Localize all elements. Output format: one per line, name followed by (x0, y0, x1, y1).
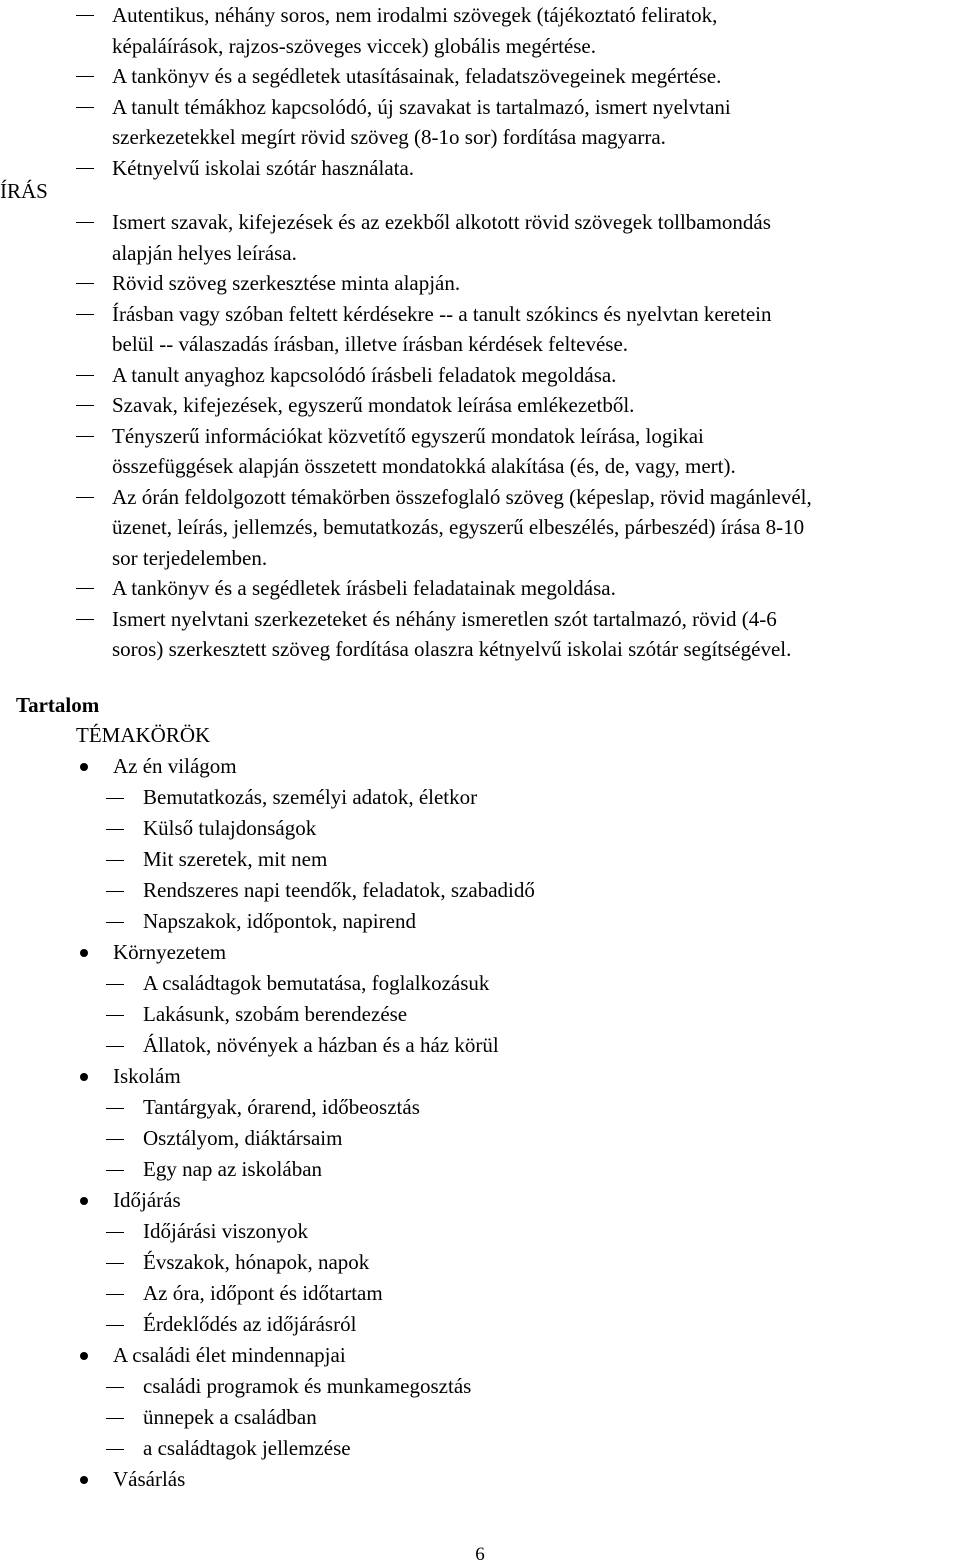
subtopic-item (106, 813, 936, 844)
round-bullet-icon (80, 1073, 88, 1081)
subtopic-list (76, 1216, 936, 1340)
topic (76, 1340, 936, 1464)
item-text-line: Ismert szavak, kifejezések és az ezekből alkotott rövid szövegek tollbamondás (112, 210, 771, 234)
item-text-line: Autentikus, néhány soros, nem irodalmi szövegek (tájékoztató feliratok, (112, 3, 718, 27)
dash-bullet-icon (76, 222, 94, 223)
dash-bullet-icon (106, 984, 124, 985)
topic-head (76, 937, 936, 968)
subtopic-list (76, 782, 936, 937)
topic-title: Iskolám (113, 1064, 181, 1088)
subtopic-text: Tantárgyak, órarend, időbeosztás (143, 1095, 420, 1119)
dash-bullet-icon (76, 15, 94, 16)
item-text-line: Ismert nyelvtani szerkezeteket és néhány ismeretlen szót tartalmazó, rövid (4-6 (112, 606, 777, 631)
topic-title: A családi élet mindennapjai (113, 1343, 346, 1367)
topic-title: Környezetem (113, 940, 227, 964)
dash-bullet-icon (106, 1170, 124, 1171)
topic-head (76, 1061, 936, 1092)
dash-bullet-icon (76, 497, 94, 498)
subtopic-item (106, 1092, 936, 1123)
subtopic-text: Időjárási viszonyok (143, 1219, 309, 1243)
dash-bullet-icon (106, 829, 124, 830)
writing-skill-item (76, 390, 956, 421)
topic (76, 1061, 936, 1185)
subtopic-item (106, 1123, 936, 1154)
subtopic-item (106, 875, 936, 906)
topic-title: Vásárlás (113, 1467, 186, 1491)
topic-head (76, 1464, 936, 1495)
subtopic-text: Az óra, időpont és időtartam (143, 1281, 383, 1305)
subtopic-item (106, 999, 936, 1030)
writing-skill-item (76, 61, 956, 92)
subtopic-item (106, 1247, 936, 1278)
topic-head (76, 751, 936, 782)
subtopic-list (76, 968, 936, 1061)
topic-title: Időjárás (113, 1188, 181, 1212)
subtopic-item (106, 844, 936, 875)
subtopic-text: Mit szeretek, mit nem (143, 847, 328, 871)
dash-bullet-icon (106, 1232, 124, 1233)
dash-bullet-icon (76, 405, 94, 406)
topic-head (76, 1185, 936, 1216)
dash-bullet-icon (106, 1139, 124, 1140)
dash-bullet-icon (106, 1294, 124, 1295)
subtopic-text: Napszakok, időpontok, napirend (143, 909, 416, 933)
writing-skill-item (76, 0, 956, 61)
subtopic-text: Külső tulajdonságok (143, 816, 317, 840)
subtopic-text: Évszakok, hónapok, napok (143, 1250, 370, 1274)
subtopic-item (106, 1154, 936, 1185)
item-text-line: belül -- válaszadás írásban, illetve írásban kérdések feltevése. (112, 332, 629, 356)
topic (76, 1464, 936, 1495)
item-text-line: Szavak, kifejezések, egyszerű mondatok leírása emlékezetből. (112, 393, 635, 417)
dash-bullet-icon (76, 436, 94, 437)
page-number: 6 (475, 1544, 485, 1565)
dash-bullet-icon (106, 1449, 124, 1450)
subtopic-text: A családtagok bemutatása, foglalkozásuk (143, 971, 490, 995)
writing-skill-item (76, 604, 956, 665)
subtopic-item (106, 1278, 936, 1309)
subtopic-item (106, 1433, 936, 1464)
subtopic-text: Érdeklődés az időjárásról (143, 1312, 357, 1336)
section-label-iras: ÍRÁS (0, 179, 48, 203)
dash-bullet-icon (76, 375, 94, 376)
subtopic-item (106, 1216, 936, 1247)
subtopic-item (106, 1309, 936, 1340)
content-heading: Tartalom (16, 693, 100, 717)
subtopic-text: Rendszeres napi teendők, feladatok, szabadidő (143, 878, 535, 902)
subtopic-item (106, 1371, 936, 1402)
dash-bullet-icon (106, 1387, 124, 1388)
subtopic-text: Bemutatkozás, személyi adatok, életkor (143, 785, 478, 809)
item-text-line: A tankönyv és a segédletek utasításainak, feladatszövegeinek megértése. (112, 64, 722, 88)
writing-skill-item (76, 573, 956, 604)
subtopic-list (76, 1371, 936, 1464)
dash-bullet-icon (106, 891, 124, 892)
topics-heading: TÉMAKÖRÖK (76, 723, 211, 747)
writing-skill-item (76, 92, 956, 153)
item-text-line: Az órán feldolgozott témakörben összefoglaló szöveg (képeslap, rövid magánlevél, (112, 484, 812, 509)
writing-skill-item (76, 421, 956, 482)
dash-bullet-icon (106, 1015, 124, 1016)
subtopic-item (106, 906, 936, 937)
topic-head (76, 1340, 936, 1371)
item-text-line: Rövid szöveg szerkesztése minta alapján. (112, 271, 461, 295)
subtopic-item (106, 968, 936, 999)
round-bullet-icon (80, 1476, 88, 1484)
item-text-line: képaláírások, rajzos-szöveges viccek) globális megértése. (112, 33, 596, 58)
subtopic-text: családi programok és munkamegosztás (143, 1374, 472, 1398)
writing-skill-item (76, 299, 956, 360)
dash-bullet-icon (106, 860, 124, 861)
subtopic-text: ünnepek a családban (143, 1405, 317, 1429)
writing-skill-item (76, 153, 956, 184)
dash-bullet-icon (106, 1325, 124, 1326)
dash-bullet-icon (106, 1046, 124, 1047)
dash-bullet-icon (76, 107, 94, 108)
subtopic-text: Állatok, növények a házban és a ház körül (143, 1033, 499, 1057)
item-text-line: A tanult anyaghoz kapcsolódó írásbeli feladatok megoldása. (112, 362, 617, 387)
writing-skills-list (76, 0, 956, 665)
item-text-line: üzenet, leírás, jellemzés, bemutatkozás, egyszerű elbeszélés, párbeszéd) írása 8-10 (112, 515, 805, 539)
subtopic-text: Osztályom, diáktársaim (143, 1126, 343, 1150)
item-text-line: alapján helyes leírása. (112, 240, 297, 265)
subtopic-text: Lakásunk, szobám berendezése (143, 1002, 408, 1026)
dash-bullet-icon (76, 314, 94, 315)
round-bullet-icon (80, 1197, 88, 1205)
item-text-line: A tanult témákhoz kapcsolódó, új szavakat is tartalmazó, ismert nyelvtani (112, 94, 731, 119)
item-text-line: sor terjedelemben. (112, 545, 268, 570)
subtopic-item (106, 782, 936, 813)
topic-title: Az én világom (113, 754, 237, 778)
topic (76, 751, 936, 937)
topic (76, 1185, 936, 1340)
dash-bullet-icon (106, 1263, 124, 1264)
dash-bullet-icon (76, 76, 94, 77)
subtopic-item (106, 1030, 936, 1061)
dash-bullet-icon (76, 619, 94, 620)
writing-skill-item (76, 268, 956, 299)
subtopic-item (106, 1402, 936, 1433)
writing-skill-item (76, 482, 956, 574)
dash-bullet-icon (106, 798, 124, 799)
round-bullet-icon (80, 1352, 88, 1360)
dash-bullet-icon (76, 283, 94, 284)
subtopic-text: Egy nap az iskolában (143, 1157, 323, 1181)
item-text-line: összefüggések alapján összetett mondatokká alakítása (és, de, vagy, mert). (112, 454, 736, 478)
dash-bullet-icon (76, 168, 94, 169)
topic (76, 937, 936, 1061)
item-text-line: A tankönyv és a segédletek írásbeli feladatainak megoldása. (112, 576, 616, 600)
item-text-line: Kétnyelvű iskolai szótár használata. (112, 155, 415, 180)
writing-skill-item (76, 207, 956, 268)
dash-bullet-icon (106, 922, 124, 923)
round-bullet-icon (80, 763, 88, 771)
round-bullet-icon (80, 949, 88, 957)
dash-bullet-icon (106, 1108, 124, 1109)
subtopic-list (76, 1092, 936, 1185)
item-text-line: soros) szerkesztett szöveg fordítása olaszra kétnyelvű iskolai szótár segítségével. (112, 637, 792, 661)
writing-skill-item (76, 360, 956, 391)
item-text-line: Tényszerű információkat közvetítő egyszerű mondatok leírása, logikai (112, 423, 704, 448)
subtopic-text: a családtagok jellemzése (143, 1436, 351, 1460)
item-text-line: Írásban vagy szóban feltett kérdésekre -- a tanult szókincs és nyelvtan keretein (112, 301, 772, 326)
dash-bullet-icon (76, 588, 94, 589)
item-text-line: szerkezetekkel megírt rövid szöveg (8-1o sor) fordítása magyarra. (112, 125, 666, 149)
dash-bullet-icon (106, 1418, 124, 1419)
topics-list (76, 751, 936, 1495)
